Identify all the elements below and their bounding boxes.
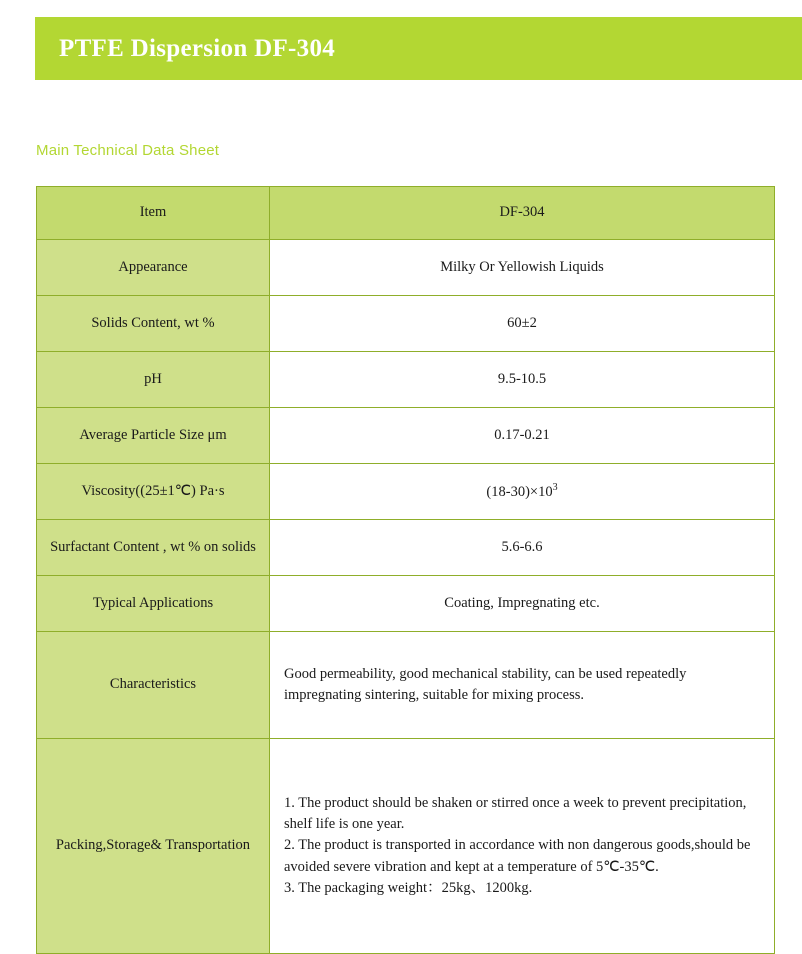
row-label-viscosity: Viscosity((25±1℃) Pa·s	[37, 464, 270, 520]
product-header-band	[35, 17, 802, 80]
row-label-solids-content: Solids Content, wt %	[37, 296, 270, 352]
table-row	[37, 296, 775, 352]
row-label-characteristics: Characteristics	[37, 632, 270, 739]
row-label-typical-applications: Typical Applications	[37, 576, 270, 632]
technical-data-table	[36, 186, 775, 954]
packing-line-2: 2. The product is transported in accordance with non dangerous goods,should be avoided severe vibration and kept at a temperature of 5℃-35℃.	[284, 837, 751, 875]
packing-line-1: 1. The product should be shaken or stirred once a week to prevent precipitation, shelf life is one year.	[284, 795, 747, 833]
row-value-solids-content: 60±2	[270, 296, 775, 352]
row-value-particle-size: 0.17-0.21	[270, 408, 775, 464]
product-title: PTFE Dispersion DF-304	[59, 34, 336, 62]
row-label-appearance: Appearance	[37, 240, 270, 296]
header-cell-item: Item	[37, 187, 270, 240]
row-value-packing-storage-transportation	[270, 739, 775, 954]
table-row	[37, 352, 775, 408]
row-label-packing-storage-transportation: Packing,Storage& Transportation	[37, 739, 270, 954]
row-value-typical-applications: Coating, Impregnating etc.	[270, 576, 775, 632]
table-row	[37, 632, 775, 739]
row-value-surfactant-content: 5.6-6.6	[270, 520, 775, 576]
row-value-ph: 9.5-10.5	[270, 352, 775, 408]
table-row	[37, 520, 775, 576]
table-header-row	[37, 187, 775, 240]
row-label-particle-size: Average Particle Size μm	[37, 408, 270, 464]
viscosity-value-exponent: 3	[552, 481, 558, 493]
row-label-surfactant-content: Surfactant Content , wt % on solids	[37, 520, 270, 576]
table-row	[37, 240, 775, 296]
section-heading: Main Technical Data Sheet	[36, 142, 220, 159]
row-value-appearance: Milky Or Yellowish Liquids	[270, 240, 775, 296]
packing-line-3: 3. The packaging weight：25kg、1200kg.	[284, 879, 533, 896]
table-row	[37, 408, 775, 464]
row-value-viscosity	[270, 464, 775, 520]
table-row	[37, 464, 775, 520]
header-cell-model: DF-304	[270, 187, 775, 240]
viscosity-value-base: (18-30)×10	[486, 483, 553, 500]
table-row	[37, 739, 775, 954]
row-value-characteristics: Good permeability, good mechanical stability, can be used repeatedly impregnating sintering, suitable for mixing process.	[270, 632, 775, 739]
row-label-ph: pH	[37, 352, 270, 408]
table-row	[37, 576, 775, 632]
